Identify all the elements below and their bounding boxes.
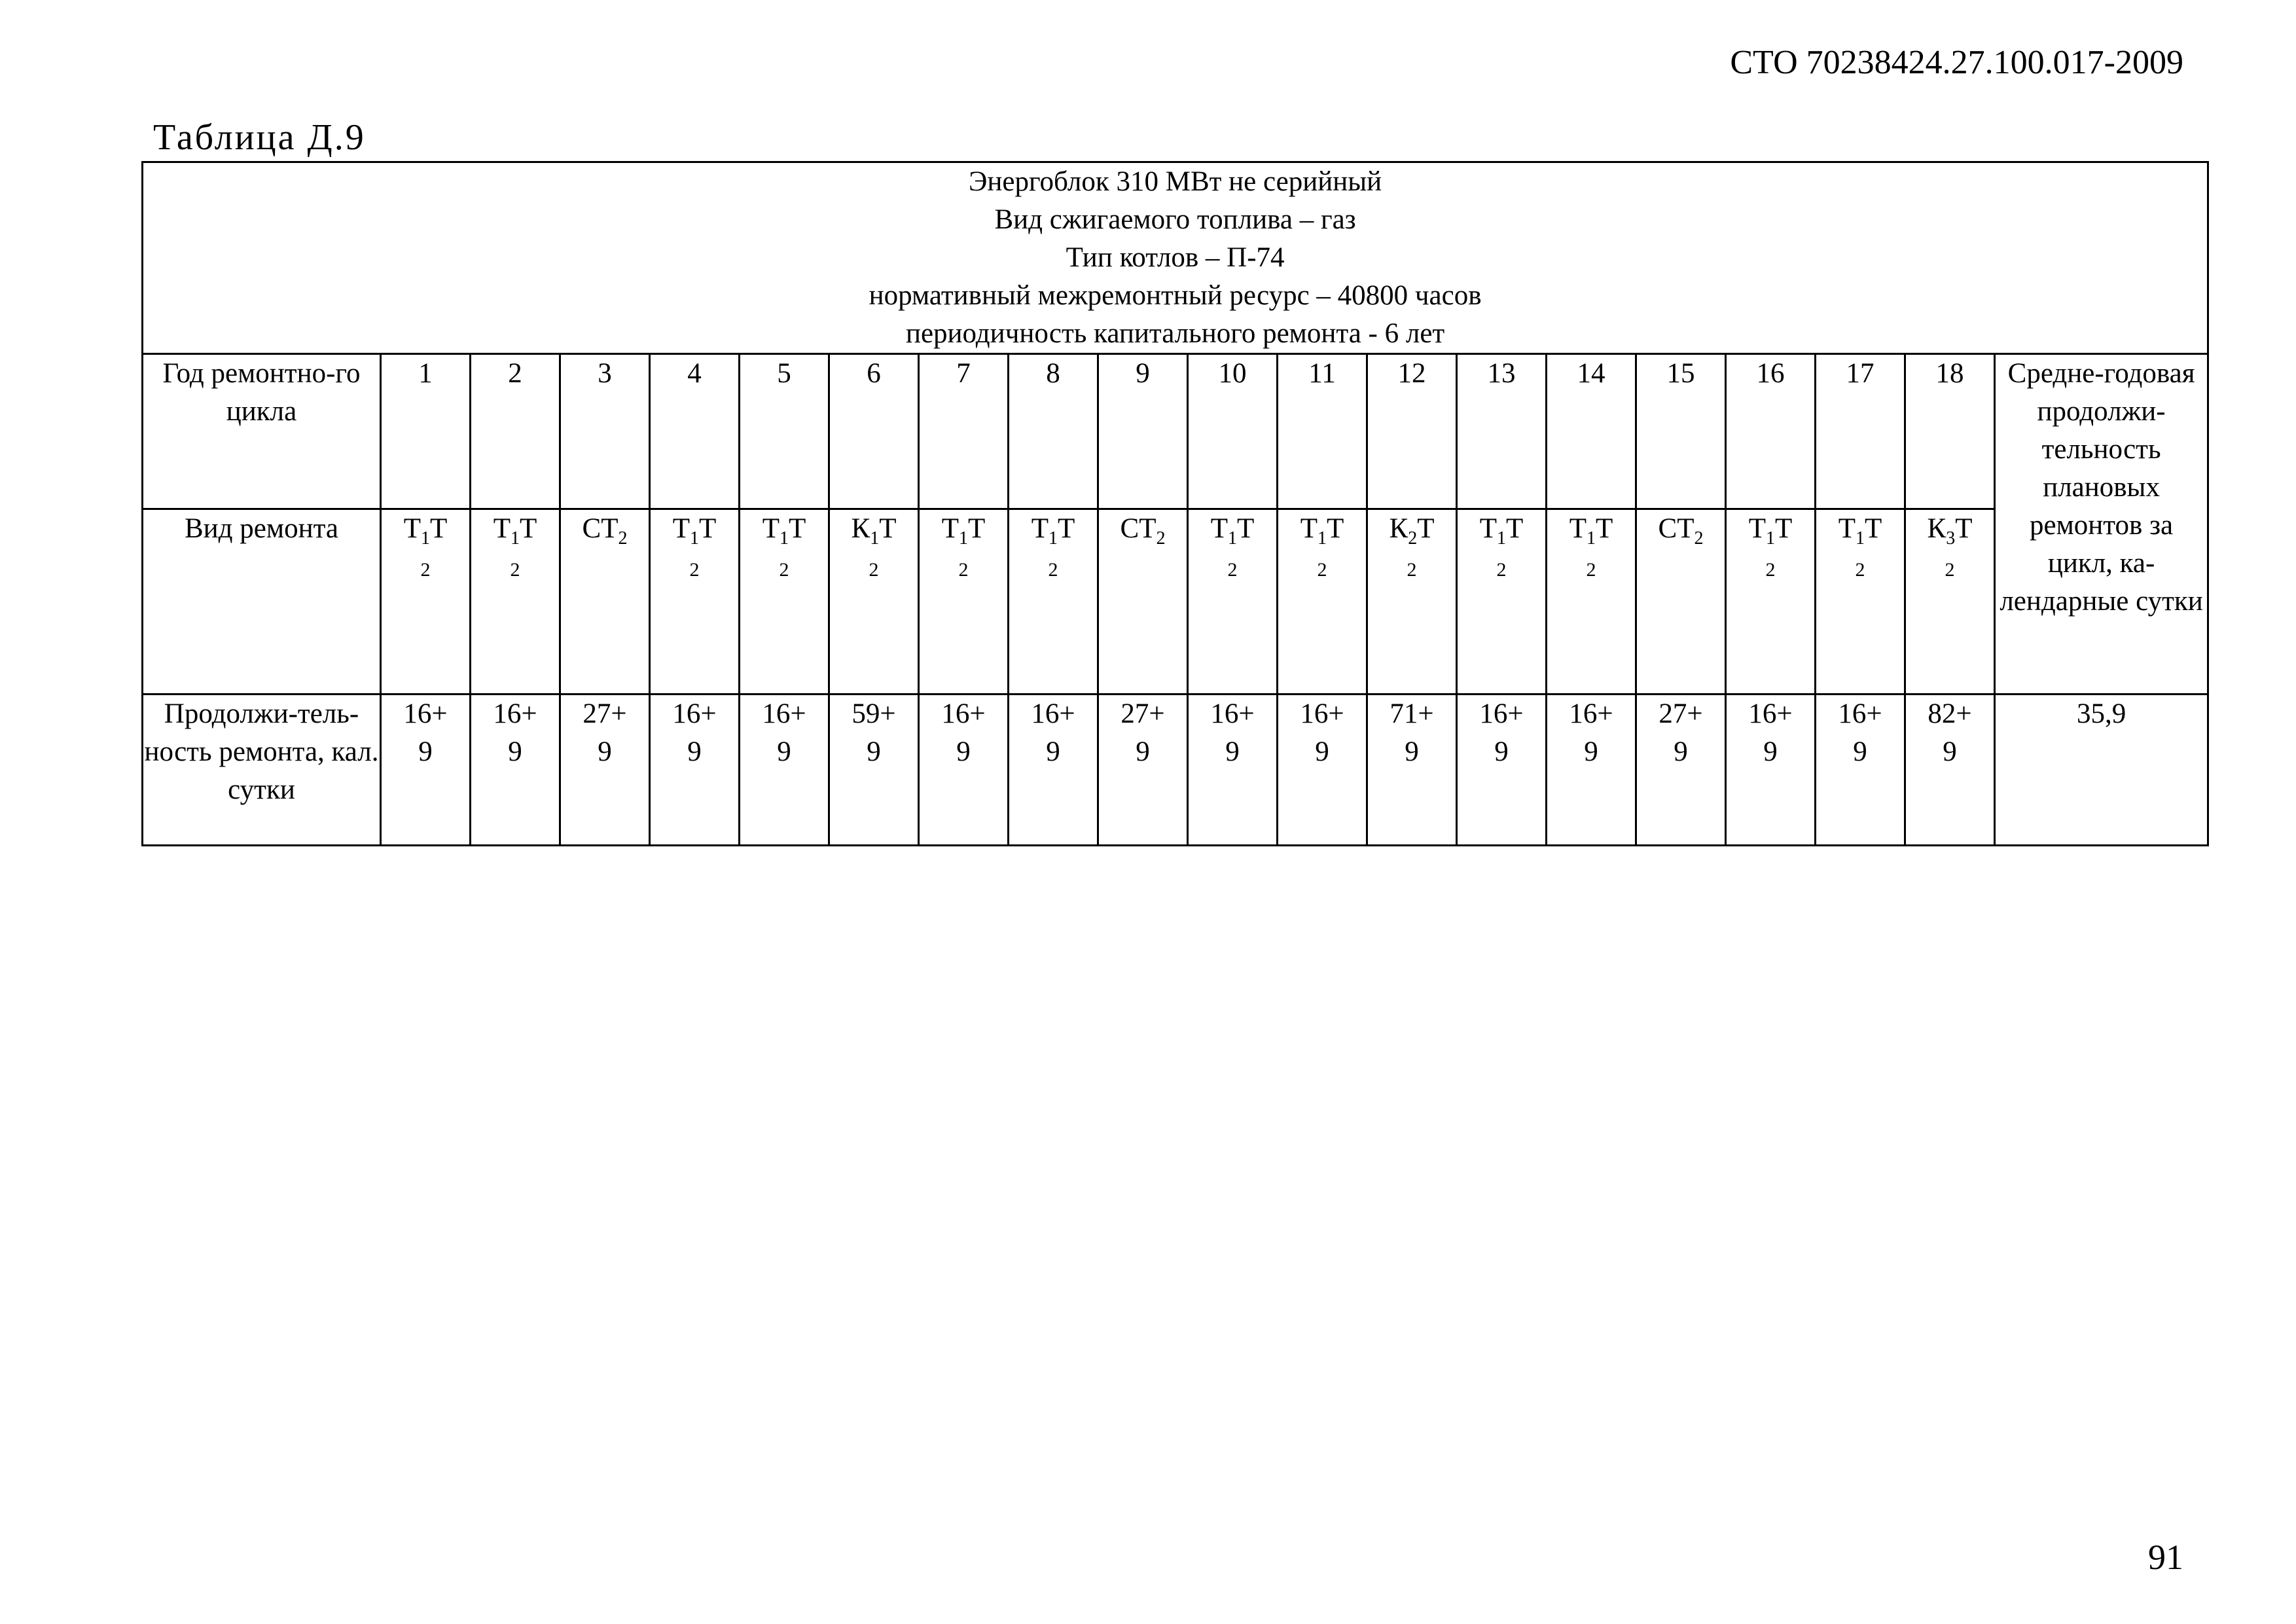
duration-cell-4	[650, 695, 740, 846]
repair-type-code	[920, 510, 1007, 551]
repair-type-second: Т	[1417, 513, 1435, 544]
repair-type-wrapped-subscript: 2	[869, 559, 879, 581]
repair-type-subscript: 1	[1228, 528, 1237, 549]
repair-type-subscript: 2	[1408, 528, 1418, 549]
repair-type-wrapped-subscript: 2	[689, 559, 700, 581]
repair-type-wrapped-subscript: 2	[1407, 559, 1417, 581]
duration-cell-9	[1098, 695, 1188, 846]
repair-type-cell-8	[1009, 509, 1098, 695]
repair-type-wrapped-subscript: 2	[1496, 559, 1507, 581]
repair-type-code	[1458, 510, 1545, 551]
repair-type-wrapped-subscript: 2	[1227, 559, 1238, 581]
duration-cell-15	[1636, 695, 1726, 846]
repair-type-second: Т	[789, 513, 806, 544]
repair-type-cell-2	[471, 509, 560, 695]
repair-type-second: Т	[1775, 513, 1793, 544]
repair-type-subscript: 2	[1694, 528, 1704, 549]
repair-type-wrapped-subscript: 2	[1945, 559, 1955, 581]
duration-main-part: 16+	[1300, 698, 1344, 729]
repair-type-second: Т	[1955, 513, 1973, 544]
repair-type-code	[382, 510, 469, 551]
duration-extra-part: 9	[598, 736, 612, 767]
year-cell-1: 1	[381, 354, 471, 509]
repair-type-main: Т	[1031, 513, 1049, 544]
duration-main-part: 16+	[403, 698, 448, 729]
repair-type-second: Т	[1506, 513, 1524, 544]
year-cell-18: 18	[1905, 354, 1995, 509]
repair-type-second: Т	[430, 513, 448, 544]
repair-type-wrapped-subscript: 2	[1317, 559, 1327, 581]
header-line-fuel: Вид сжигаемого топлива – газ	[994, 204, 1356, 235]
repair-type-second: Т	[1058, 513, 1075, 544]
repair-type-main: К	[1927, 513, 1946, 544]
year-cell-5: 5	[740, 354, 829, 509]
repair-type-wrapped-subscript: 2	[1855, 559, 1865, 581]
duration-main-part: 16+	[941, 698, 986, 729]
repair-type-second: Т	[1237, 513, 1255, 544]
repair-type-code	[740, 510, 828, 551]
duration-main-part: 16+	[1210, 698, 1255, 729]
repair-type-cell-7	[919, 509, 1009, 695]
repair-type-cell-10	[1188, 509, 1278, 695]
duration-main-part: 16+	[1479, 698, 1524, 729]
table-header-cell	[143, 162, 2208, 354]
duration-cell-5	[740, 695, 829, 846]
duration-cell-8	[1009, 695, 1098, 846]
duration-extra-part: 9	[1225, 736, 1240, 767]
repair-type-subscript: 1	[511, 528, 520, 549]
header-line-resource: нормативный межремонтный ресурс – 40800 часов	[869, 280, 1482, 311]
repair-type-cell-5	[740, 509, 829, 695]
repair-type-code	[561, 510, 649, 551]
repair-type-main: СТ	[582, 513, 619, 544]
repair-type-subscript: 1	[690, 528, 699, 549]
duration-cell-14	[1547, 695, 1636, 846]
repair-type-cell-17	[1816, 509, 1905, 695]
repair-type-cell-6	[829, 509, 919, 695]
repair-type-code	[830, 510, 918, 551]
duration-extra-part: 9	[1046, 736, 1060, 767]
repair-type-main: Т	[1300, 513, 1318, 544]
repair-type-main: Т	[493, 513, 511, 544]
duration-main-part: 16+	[493, 698, 537, 729]
repair-type-second: Т	[879, 513, 897, 544]
duration-main-part: 59+	[852, 698, 896, 729]
repair-type-wrapped-subscript: 2	[510, 559, 520, 581]
year-cell-8: 8	[1009, 354, 1098, 509]
repair-type-code	[1278, 510, 1366, 551]
year-cell-17: 17	[1816, 354, 1905, 509]
duration-extra-part: 9	[687, 736, 702, 767]
duration-extra-part: 9	[1943, 736, 1957, 767]
avg-value-cell: 35,9	[1995, 695, 2208, 846]
repair-type-main: К	[851, 513, 870, 544]
duration-main-part: 16+	[1838, 698, 1882, 729]
repair-type-wrapped-subscript: 2	[1765, 559, 1776, 581]
repair-type-code	[471, 510, 559, 551]
repair-type-main: Т	[1479, 513, 1497, 544]
repair-type-main: Т	[403, 513, 421, 544]
repair-type-subscript: 1	[1766, 528, 1775, 549]
repair-type-second: Т	[968, 513, 986, 544]
repair-type-code	[1816, 510, 1904, 551]
repair-type-cell-15	[1636, 509, 1726, 695]
repair-type-main: Т	[1838, 513, 1856, 544]
duration-extra-part: 9	[1136, 736, 1150, 767]
duration-extra-part: 9	[956, 736, 971, 767]
repair-type-wrapped-subscript: 2	[420, 559, 431, 581]
repair-type-subscript: 1	[1049, 528, 1058, 549]
year-cell-14: 14	[1547, 354, 1636, 509]
year-cell-16: 16	[1726, 354, 1816, 509]
duration-main-part: 16+	[1569, 698, 1613, 729]
year-cell-6: 6	[829, 354, 919, 509]
repair-type-code	[1189, 510, 1276, 551]
repair-type-cell-3	[560, 509, 650, 695]
duration-cell-17	[1816, 695, 1905, 846]
duration-cell-1	[381, 695, 471, 846]
repair-type-subscript: 1	[1856, 528, 1865, 549]
duration-extra-part: 9	[508, 736, 522, 767]
duration-cell-7	[919, 695, 1009, 846]
repair-type-subscript: 1	[780, 528, 789, 549]
repair-type-code	[1547, 510, 1635, 551]
repair-type-main: СТ	[1658, 513, 1695, 544]
repair-type-cell-1	[381, 509, 471, 695]
repair-type-code	[1906, 510, 1994, 551]
duration-extra-part: 9	[1763, 736, 1778, 767]
duration-main-part: 16+	[762, 698, 806, 729]
year-cell-13: 13	[1457, 354, 1547, 509]
duration-cell-18	[1905, 695, 1995, 846]
duration-cell-16	[1726, 695, 1816, 846]
repair-type-subscript: 1	[1318, 528, 1327, 549]
repair-type-wrapped-subscript: 2	[958, 559, 969, 581]
repair-type-code	[1727, 510, 1814, 551]
repair-type-second: Т	[1327, 513, 1344, 544]
table-header-row	[143, 162, 2208, 354]
year-cell-10: 10	[1188, 354, 1278, 509]
repair-type-cell-14	[1547, 509, 1636, 695]
header-line-boiler: Тип котлов – П-74	[1066, 242, 1285, 273]
duration-extra-part: 9	[1584, 736, 1598, 767]
repair-type-code	[651, 510, 738, 551]
duration-main-part: 71+	[1390, 698, 1434, 729]
repair-type-second: Т	[520, 513, 537, 544]
duration-extra-part: 9	[418, 736, 433, 767]
duration-extra-part: 9	[1853, 736, 1867, 767]
duration-main-part: 82+	[1928, 698, 1972, 729]
repair-type-cell-18	[1905, 509, 1995, 695]
duration-cell-11	[1278, 695, 1367, 846]
duration-row	[143, 695, 2208, 846]
repair-type-cell-16	[1726, 509, 1816, 695]
repair-type-code	[1368, 510, 1456, 551]
duration-extra-part: 9	[1674, 736, 1688, 767]
duration-label-cell: Продолжи-тель-ность ремонта, кал. сутки	[143, 695, 381, 846]
repair-type-main: Т	[1569, 513, 1587, 544]
page-number: 91	[2148, 1538, 2183, 1577]
year-cell-12: 12	[1367, 354, 1457, 509]
type-row	[143, 509, 2208, 695]
duration-main-part: 27+	[583, 698, 627, 729]
repair-type-wrapped-subscript: 2	[1048, 559, 1058, 581]
duration-main-part: 16+	[672, 698, 717, 729]
repair-type-main: Т	[1210, 513, 1228, 544]
repair-type-main: Т	[762, 513, 780, 544]
duration-extra-part: 9	[1405, 736, 1419, 767]
duration-extra-part: 9	[777, 736, 791, 767]
repair-type-main: К	[1389, 513, 1408, 544]
year-cell-15: 15	[1636, 354, 1726, 509]
repair-type-code	[1637, 510, 1725, 551]
repair-schedule-table	[141, 161, 2209, 846]
repair-type-cell-12	[1367, 509, 1457, 695]
repair-type-subscript: 2	[1156, 528, 1166, 549]
repair-type-subscript: 1	[421, 528, 430, 549]
year-cell-9: 9	[1098, 354, 1188, 509]
repair-type-subscript: 1	[1497, 528, 1506, 549]
duration-main-part: 27+	[1121, 698, 1165, 729]
duration-main-part: 16+	[1031, 698, 1075, 729]
repair-type-code	[1099, 510, 1187, 551]
repair-type-wrapped-subscript: 2	[779, 559, 789, 581]
year-cell-2: 2	[471, 354, 560, 509]
repair-type-cell-11	[1278, 509, 1367, 695]
repair-type-cell-4	[650, 509, 740, 695]
repair-type-second: Т	[699, 513, 717, 544]
type-label-cell: Вид ремонта	[143, 509, 381, 695]
header-line-unit: Энергоблок 310 МВт не серийный	[969, 166, 1382, 197]
repair-type-main: Т	[1748, 513, 1766, 544]
avg-label-cell: Средне-годовая продолжи-тельность плановых ремонтов за цикл, ка-лендарные сутки	[1995, 354, 2208, 695]
duration-cell-12	[1367, 695, 1457, 846]
year-cell-4: 4	[650, 354, 740, 509]
duration-extra-part: 9	[1494, 736, 1509, 767]
repair-type-cell-13	[1457, 509, 1547, 695]
duration-cell-10	[1188, 695, 1278, 846]
repair-type-subscript: 1	[870, 528, 880, 549]
document-code: СТО 70238424.27.100.017-2009	[1730, 44, 2183, 81]
repair-type-subscript: 1	[959, 528, 968, 549]
duration-cell-6	[829, 695, 919, 846]
duration-extra-part: 9	[1315, 736, 1329, 767]
duration-extra-part: 9	[867, 736, 881, 767]
year-row	[143, 354, 2208, 509]
duration-cell-13	[1457, 695, 1547, 846]
year-cell-11: 11	[1278, 354, 1367, 509]
header-line-periodicity: периодичность капитального ремонта - 6 лет	[905, 318, 1445, 349]
repair-type-wrapped-subscript: 2	[1586, 559, 1596, 581]
repair-type-code	[1009, 510, 1097, 551]
repair-type-second: Т	[1596, 513, 1613, 544]
repair-type-main: Т	[672, 513, 690, 544]
repair-type-main: Т	[941, 513, 959, 544]
duration-cell-3	[560, 695, 650, 846]
repair-type-subscript: 3	[1946, 528, 1956, 549]
repair-type-main: СТ	[1120, 513, 1157, 544]
repair-type-subscript: 1	[1587, 528, 1596, 549]
table-title: Таблица Д.9	[153, 117, 366, 158]
duration-cell-2	[471, 695, 560, 846]
repair-type-second: Т	[1865, 513, 1882, 544]
year-cell-7: 7	[919, 354, 1009, 509]
repair-type-cell-9	[1098, 509, 1188, 695]
year-label-cell: Год ремонтно-го цикла	[143, 354, 381, 509]
year-cell-3: 3	[560, 354, 650, 509]
repair-type-subscript: 2	[618, 528, 628, 549]
duration-main-part: 16+	[1748, 698, 1793, 729]
duration-main-part: 27+	[1659, 698, 1703, 729]
